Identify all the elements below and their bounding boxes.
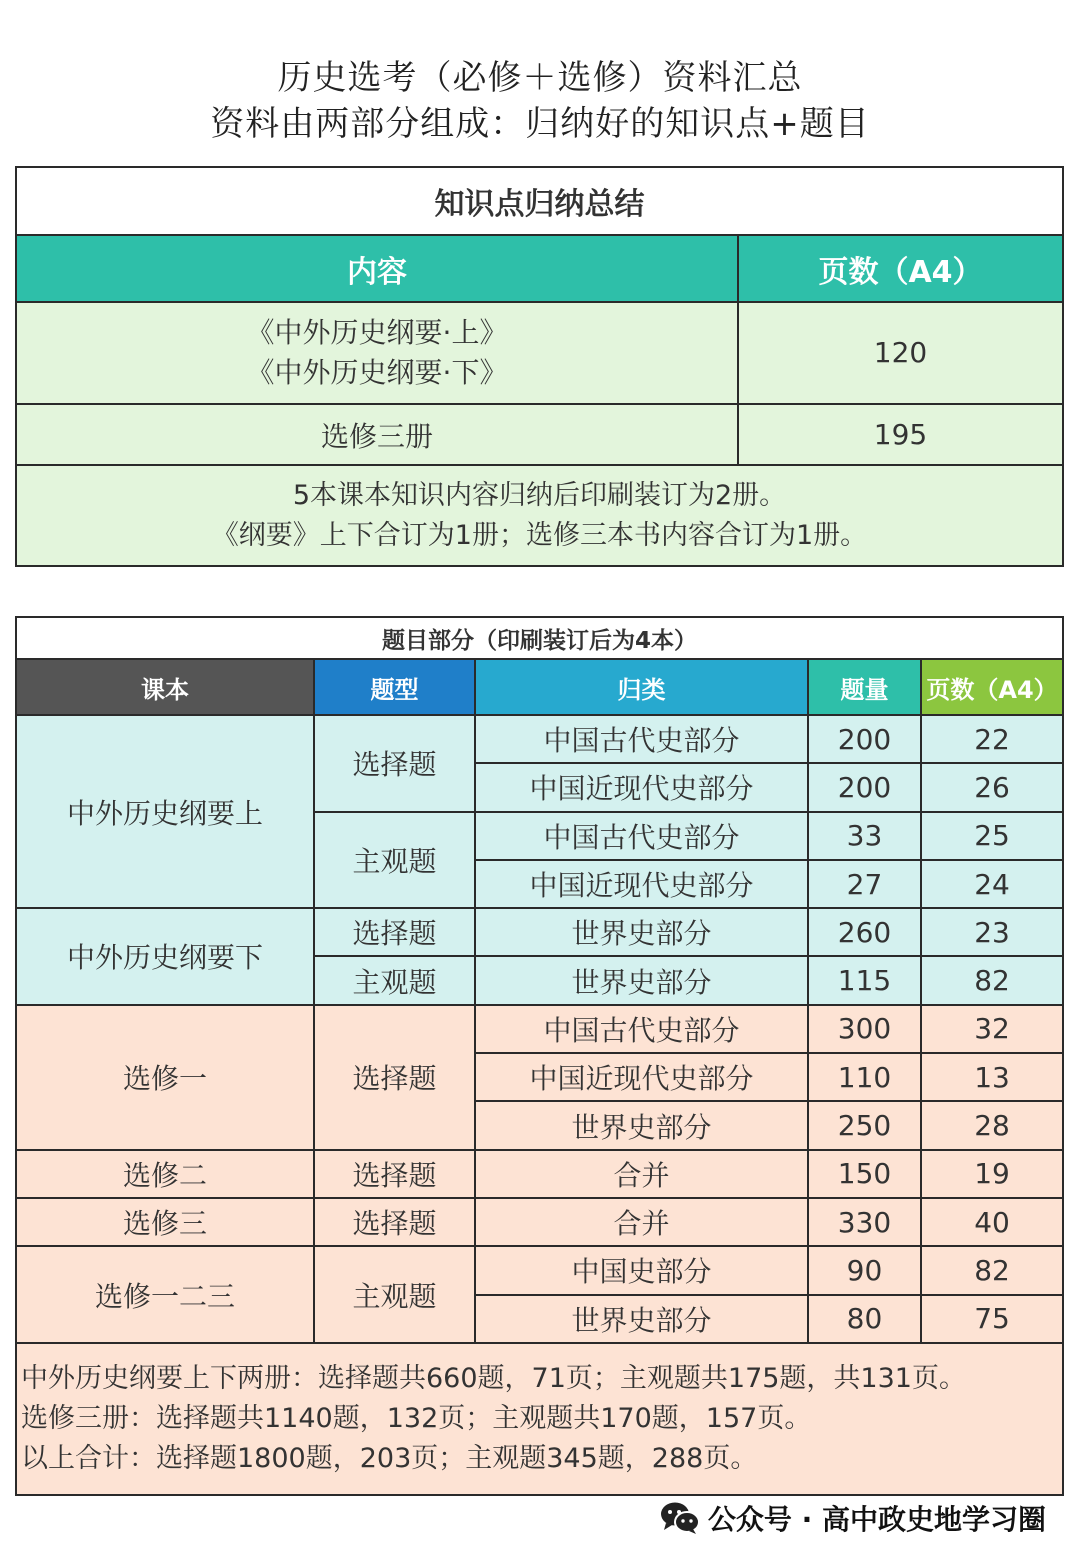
pages-cell: 22 <box>921 715 1063 763</box>
book-cell: 中外历史纲要上 <box>16 715 314 908</box>
category-cell: 中国古代史部分 <box>475 812 808 860</box>
category-cell: 世界史部分 <box>475 1295 808 1343</box>
type-cell: 选择题 <box>314 1150 475 1198</box>
quantity-cell: 90 <box>808 1246 921 1294</box>
table-row <box>16 1005 1063 1053</box>
wechat-icon <box>660 1501 700 1535</box>
pages-cell: 120 <box>738 302 1063 404</box>
pages-cell: 23 <box>921 908 1063 956</box>
quantity-cell: 80 <box>808 1295 921 1343</box>
category-cell: 中国近现代史部分 <box>475 1053 808 1101</box>
quantity-cell: 250 <box>808 1101 921 1149</box>
quantity-cell: 110 <box>808 1053 921 1101</box>
summary-line: 中外历史纲要上下两册：选择题共660题，71页；主观题共175题，共131页。 <box>21 1362 966 1394</box>
pages-cell: 13 <box>921 1053 1063 1101</box>
note-line: 5本课本知识内容归纳后印刷装订为2册。 <box>292 479 787 511</box>
category-cell: 中国近现代史部分 <box>475 763 808 811</box>
header-book: 课本 <box>16 659 314 715</box>
pages-cell: 28 <box>921 1101 1063 1149</box>
pages-cell: 24 <box>921 860 1063 908</box>
content-line: 《中外历史纲要·下》 <box>246 356 508 389</box>
title-line-1: 历史选考（必修＋选修）资料汇总 <box>277 58 803 98</box>
quantity-cell: 330 <box>808 1198 921 1246</box>
quantity-cell: 200 <box>808 763 921 811</box>
summary-line: 选修三册：选择题共1140题，132页；主观题共170题，157页。 <box>21 1402 812 1434</box>
pages-cell: 26 <box>921 763 1063 811</box>
pages-cell: 40 <box>921 1198 1063 1246</box>
category-cell: 世界史部分 <box>475 956 808 1004</box>
header-content: 内容 <box>16 235 738 302</box>
book-cell: 选修一二三 <box>16 1246 314 1343</box>
footer-watermark <box>660 1498 1046 1538</box>
pages-cell: 82 <box>921 1246 1063 1294</box>
knowledge-summary-table <box>15 166 1064 567</box>
summary-line: 以上合计：选择题1800题，203页；主观题345题，288页。 <box>21 1442 758 1474</box>
quantity-cell: 33 <box>808 812 921 860</box>
title-line-2: 资料由两部分组成：归纳好的知识点+题目 <box>210 104 870 144</box>
knowledge-note <box>16 465 1063 566</box>
category-cell: 合并 <box>475 1198 808 1246</box>
pages-cell: 32 <box>921 1005 1063 1053</box>
book-cell: 中外历史纲要下 <box>16 908 314 1005</box>
pages-cell: 25 <box>921 812 1063 860</box>
table-row <box>16 908 1063 956</box>
type-cell: 选择题 <box>314 715 475 812</box>
pages-cell: 82 <box>921 956 1063 1004</box>
pages-cell: 19 <box>921 1150 1063 1198</box>
quantity-cell: 200 <box>808 715 921 763</box>
table-row <box>16 404 1063 465</box>
content-line: 《中外历史纲要·上》 <box>246 316 508 349</box>
table-row <box>16 1198 1063 1246</box>
questions-summary <box>16 1343 1063 1495</box>
knowledge-table-caption: 知识点归纳总结 <box>16 167 1063 235</box>
category-cell: 中国古代史部分 <box>475 1005 808 1053</box>
type-cell: 主观题 <box>314 956 475 1004</box>
book-cell: 选修二 <box>16 1150 314 1198</box>
pages-cell: 195 <box>738 404 1063 465</box>
content-cell <box>16 302 738 404</box>
quantity-cell: 300 <box>808 1005 921 1053</box>
category-cell: 中国近现代史部分 <box>475 860 808 908</box>
content-cell: 选修三册 <box>16 404 738 465</box>
type-cell: 选择题 <box>314 908 475 956</box>
category-cell: 合并 <box>475 1150 808 1198</box>
category-cell: 世界史部分 <box>475 908 808 956</box>
table-row <box>16 1246 1063 1294</box>
type-cell: 选择题 <box>314 1198 475 1246</box>
header-category: 归类 <box>475 659 808 715</box>
type-cell: 选择题 <box>314 1005 475 1150</box>
book-cell: 选修三 <box>16 1198 314 1246</box>
header-pages: 页数（A4） <box>738 235 1063 302</box>
category-cell: 中国史部分 <box>475 1246 808 1294</box>
footer-text: 公众号 · 高中政史地学习圈 <box>707 1503 1046 1536</box>
quantity-cell: 260 <box>808 908 921 956</box>
quantity-cell: 150 <box>808 1150 921 1198</box>
page-title <box>0 55 1080 147</box>
header-type: 题型 <box>314 659 475 715</box>
header-quantity: 题量 <box>808 659 921 715</box>
type-cell: 主观题 <box>314 812 475 909</box>
questions-table <box>15 616 1064 1496</box>
questions-table-caption: 题目部分（印刷装订后为4本） <box>16 617 1063 659</box>
type-cell: 主观题 <box>314 1246 475 1343</box>
header-pages: 页数（A4） <box>921 659 1063 715</box>
quantity-cell: 27 <box>808 860 921 908</box>
book-cell: 选修一 <box>16 1005 314 1150</box>
table-row <box>16 1150 1063 1198</box>
category-cell: 世界史部分 <box>475 1101 808 1149</box>
pages-cell: 75 <box>921 1295 1063 1343</box>
table-row <box>16 302 1063 404</box>
category-cell: 中国古代史部分 <box>475 715 808 763</box>
quantity-cell: 115 <box>808 956 921 1004</box>
table-row <box>16 715 1063 763</box>
note-line: 《纲要》上下合订为1册；选修三本书内容合订为1册。 <box>211 519 868 551</box>
